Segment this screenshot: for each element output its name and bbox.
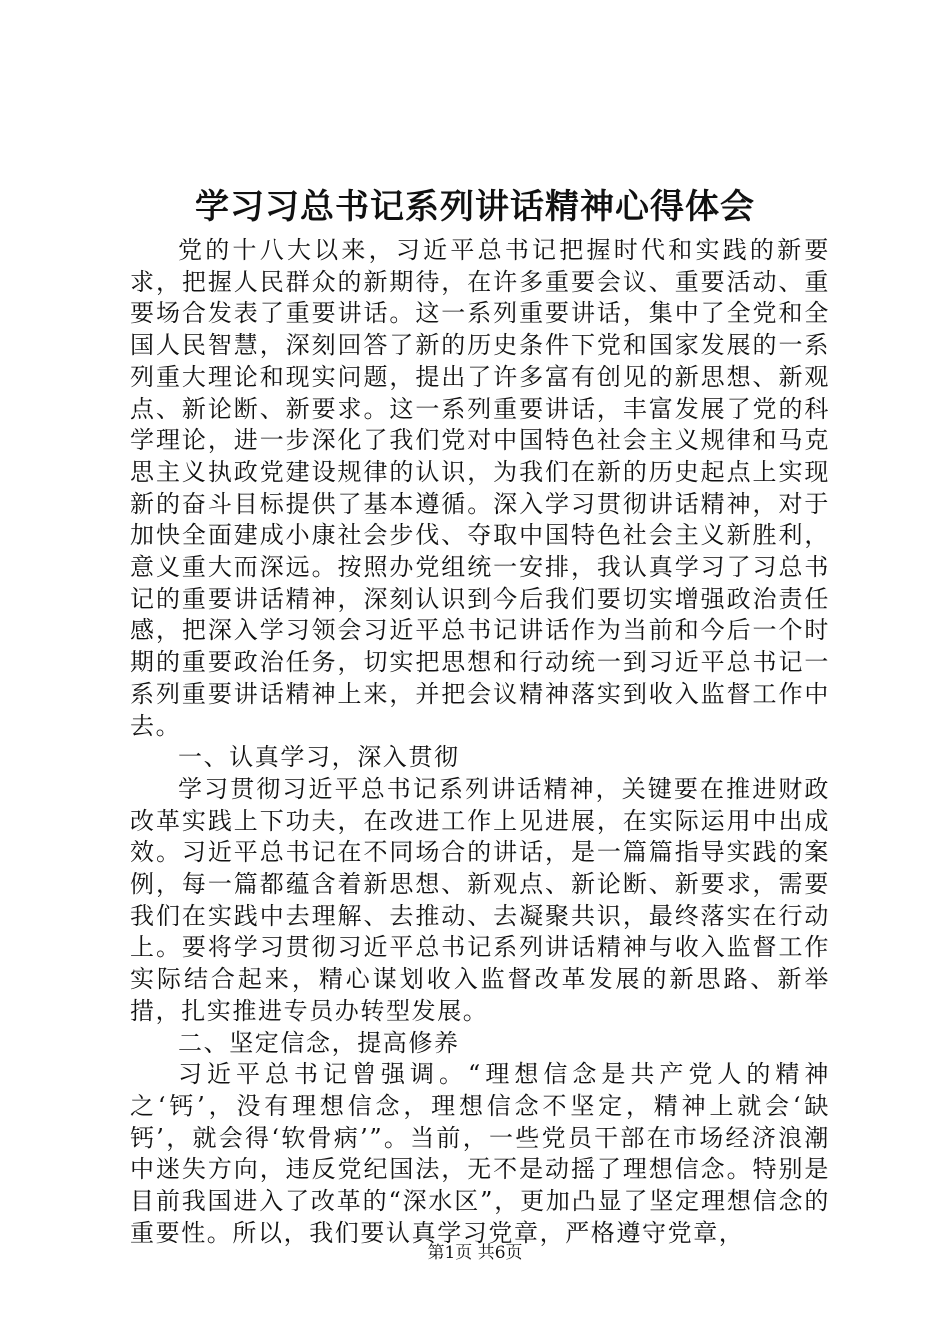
document-body bbox=[130, 235, 830, 1250]
page-number-footer: 第1页 共6页 bbox=[427, 1243, 523, 1263]
section-heading-1: 一、认真学习，深入贯彻 bbox=[178, 743, 460, 772]
paragraph-intro: 党的十八大以来，习近平总书记把握时代和实践的新要求，把握人民群众的新期待，在许多重要会议、重要活动、重要场合发表了重要讲话。这一系列重要讲话，集中了全党和全国人民智慧，深刻回答了新的历史条件下党和国家发展的一系列重大理论和现实问题，提出了许多富有创见的新思想、新观点、新论断、新要求。这一系列重要讲话，丰富发展了党的科学理论，进一步深化了我们党对中国特色社会主义规律和马克思主义执政党建设规律的认识，为我们在新的历史起点上实现新的奋斗目标提供了基本遵循。深入学习贯彻讲话精神，对于加快全面建成小康社会步伐、夺取中国特色社会主义新胜利，意义重大而深远。按照办党组统一安排，我认真学习了习总书记的重要讲话精神，深刻认识到今后我们要切实增强政治责任感，把深入学习领会习近平总书记讲话作为当前和今后一个时期的重要政治任务，切实把思想和行动统一到习近平总书记一系列重要讲话精神上来，并把会议精神落实到收入监督工作中去。 bbox=[130, 236, 830, 740]
paragraph-section-1: 学习贯彻习近平总书记系列讲话精神，关键要在推进财政改革实践上下功夫，在改进工作上见进展，在实际运用中出成效。习近平总书记在不同场合的讲话，是一篇篇指导实践的案例，每一篇都蕴含着新思想、新观点、新论断、新要求，需要我们在实践中去理解、去推动、去凝聚共识，最终落实在行动上。要将学习贯彻习近平总书记系列讲话精神与收入监督工作实际结合起来，精心谋划收入监督改革发展的新思路、新举措，扎实推进专员办转型发展。 bbox=[130, 774, 830, 1025]
document-title: 学习习总书记系列讲话精神心得体会 bbox=[195, 187, 755, 227]
section-heading-2: 二、坚定信念，提高修养 bbox=[178, 1028, 460, 1057]
paragraph-section-2: 习近平总书记曾强调。“理想信念是共产党人的精神之‘钙’，没有理想信念，理想信念不坚定，精神上就会‘缺钙’，就会得‘软骨病’”。当前，一些党员干部在市场经济浪潮中迷失方向，违反党纪国法，无不是动摇了理想信念。特别是目前我国进入了改革的“深水区”，更加凸显了坚定理想信念的重要性。所以，我们要认真学习党章，严格遵守党章， bbox=[130, 1060, 830, 1247]
